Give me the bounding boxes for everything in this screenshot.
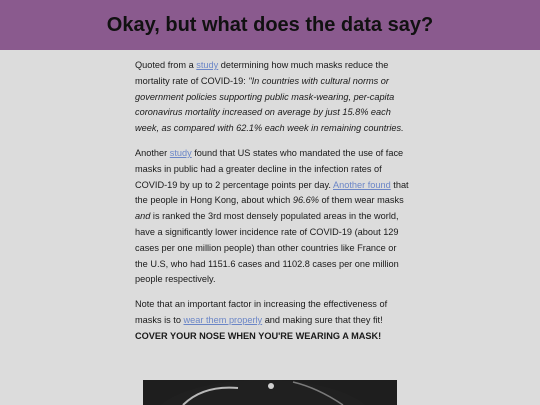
paragraph-mask-mortality	[135, 58, 409, 137]
study-link-1[interactable]: study	[196, 60, 219, 70]
p2-text-2: found that US states who mandated the use of face masks in public had a greater decline in the infection rates of COVID-19 by up to 2 percentage points per day.	[135, 147, 404, 190]
p2-text-5: is ranked the 3rd most densely populated areas in the world, have a significantly lower incidence rate of COVID-19 (about 129 cases per one million people) than other countries like France or the U.S, who had 1151.6 cases and 1102.8 cases per one million people respectively.	[135, 211, 399, 285]
paragraph-proper-wearing	[135, 297, 409, 344]
p2-text-4: of them wear masks	[318, 195, 404, 206]
hong-kong-percentage: 96.6%	[292, 195, 319, 206]
mask-photo-image	[143, 380, 397, 405]
p1-text-2: determining how much masks reduce the mortality rate of COVID-19:	[135, 60, 389, 86]
page-title: Okay, but what does the data say?	[106, 13, 434, 36]
cover-nose-warning: COVER YOUR NOSE WHEN YOU'RE WEARING A MASK!	[135, 330, 382, 341]
another-found-link[interactable]: Another found	[333, 179, 391, 190]
p1-text-1: Quoted from a	[135, 60, 197, 70]
study-link-2[interactable]: study	[169, 147, 192, 158]
p3-text-2: and making sure that they fit!	[262, 314, 383, 325]
paragraph-us-states	[135, 146, 409, 288]
p2-text-3: that the people in Hong Kong, about which	[135, 179, 409, 206]
study-quote: "In countries with cultural norms or government policies supporting public mask-wearing, per-capita coronavirus mortality increased on average by just 15.8% each week, as compared with 62.1% each week in remaining countries.	[135, 75, 404, 134]
article-body	[135, 58, 409, 354]
and-emphasis: and	[135, 211, 151, 222]
wear-properly-link[interactable]: wear them properly	[183, 314, 263, 325]
p2-text-1: Another	[135, 147, 170, 158]
p3-text-1: Note that an important factor in increasing the effectiveness of masks is to	[135, 299, 388, 325]
page-header	[0, 0, 540, 50]
mask-photo	[143, 380, 397, 405]
